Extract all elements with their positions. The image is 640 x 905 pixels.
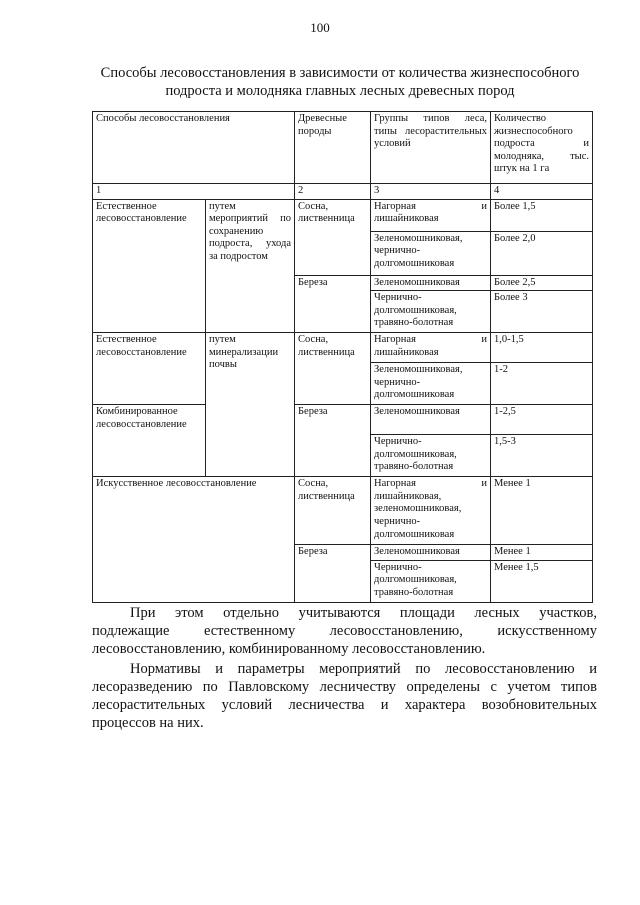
g1-b-r2-qty: Более 3 <box>491 291 593 333</box>
table-row <box>93 405 593 435</box>
g2-b-r2-qty: 1,5-3 <box>491 435 593 477</box>
g2-a-r1-type: Нагорная и лишайниковая <box>371 333 491 363</box>
g2-method-combined: Комбинированное лесовосстановление <box>93 405 206 477</box>
table-title <box>80 64 600 100</box>
paragraph-1 <box>92 604 597 658</box>
col-number-1: 1 <box>93 184 295 200</box>
col-number-4: 4 <box>491 184 593 200</box>
col-number-2: 2 <box>295 184 371 200</box>
g2-a-r1-qty: 1,0-1,5 <box>491 333 593 363</box>
g3-b-r1-qty: Менее 1 <box>491 545 593 561</box>
g1-a-r2-qty: Более 2,0 <box>491 231 593 275</box>
g3-method: Искусственное лесовосстановление <box>93 477 295 603</box>
table-number-row <box>93 184 593 200</box>
paragraph-1-line-2: подлежащие естественному лесовосстановлению, искусственному <box>92 623 597 639</box>
g1-species-b: Береза <box>295 275 371 333</box>
header-species: Древесные породы <box>295 112 371 184</box>
paragraph-1-line-3: лесовосстановлению, комбинированному лесовосстановлению. <box>92 641 486 657</box>
g1-method: Естественное лесовосстановление <box>93 199 206 333</box>
g2-b-r1-type: Зеленомошниковая <box>371 405 491 435</box>
g1-a-r2-type: Зеленомошниковая, чернично-долгомошниковая <box>371 231 491 275</box>
header-methods: Способы лесовосстановления <box>93 112 295 184</box>
g3-b-r2-type: Чернично-долгомошниковая, травяно-болотная <box>371 560 491 602</box>
table-row <box>93 477 593 545</box>
g1-b-r1-type: Зеленомошниковая <box>371 275 491 291</box>
g1-means: путем мероприятий по сохранению подроста, ухода за подростом <box>206 199 295 333</box>
reforestation-table <box>92 111 593 603</box>
g1-b-r2-type: Чернично-долгомошниковая, травяно-болотная <box>371 291 491 333</box>
g3-b-r1-type: Зеленомошниковая <box>371 545 491 561</box>
g2-species-a: Сосна, лиственница <box>295 333 371 405</box>
title-line-1: Способы лесовосстановления в зависимости от количества жизнеспособного <box>100 65 580 81</box>
g1-a-r1-type: Нагорная и лишайниковая <box>371 199 491 231</box>
header-quantity: Количество жизнеспособного подроста и молодняка, тыс. штук на 1 га <box>491 112 593 184</box>
g2-means: путем минерализации почвы <box>206 333 295 477</box>
g3-species-b: Береза <box>295 545 371 603</box>
g3-b-r2-qty: Менее 1,5 <box>491 560 593 602</box>
page-number: 100 <box>310 20 330 35</box>
g2-b-r2-type: Чернично-долгомошниковая, травяно-болотная <box>371 435 491 477</box>
g2-a-r2-qty: 1-2 <box>491 363 593 405</box>
g2-b-r1-qty: 1-2,5 <box>491 405 593 435</box>
g1-b-r1-qty: Более 2,5 <box>491 275 593 291</box>
g1-a-r1-qty: Более 1,5 <box>491 199 593 231</box>
title-line-2: подроста и молодняка главных лесных древесных пород <box>165 83 515 99</box>
table-header-row <box>93 112 593 184</box>
header-forest-types: Группы типов леса, типы лесорастительных условий <box>371 112 491 184</box>
g2-method: Естественное лесовосстановление <box>93 333 206 405</box>
col-number-3: 3 <box>371 184 491 200</box>
g3-species-a: Сосна, лиственница <box>295 477 371 545</box>
g3-a-r1-type: Нагорная и лишайниковая, зеленомошниковая, чернично-долгомошниковая <box>371 477 491 545</box>
g3-a-r1-qty: Менее 1 <box>491 477 593 545</box>
table-row <box>93 333 593 363</box>
paragraph-1-line-1: При этом отдельно учитываются площади лесных участков, <box>130 605 597 621</box>
g2-a-r2-type: Зеленомошниковая, чернично-долгомошниковая <box>371 363 491 405</box>
g1-species-a: Сосна, лиственница <box>295 199 371 275</box>
g2-species-b: Береза <box>295 405 371 477</box>
paragraph-2: Нормативы и параметры мероприятий по лесовосстановлению и лесоразведению по Павловскому лесничеству определены с учетом типов лесорастительных условий лесничества и характера возобновительных процессов на них. <box>92 661 597 731</box>
table-row <box>93 199 593 231</box>
